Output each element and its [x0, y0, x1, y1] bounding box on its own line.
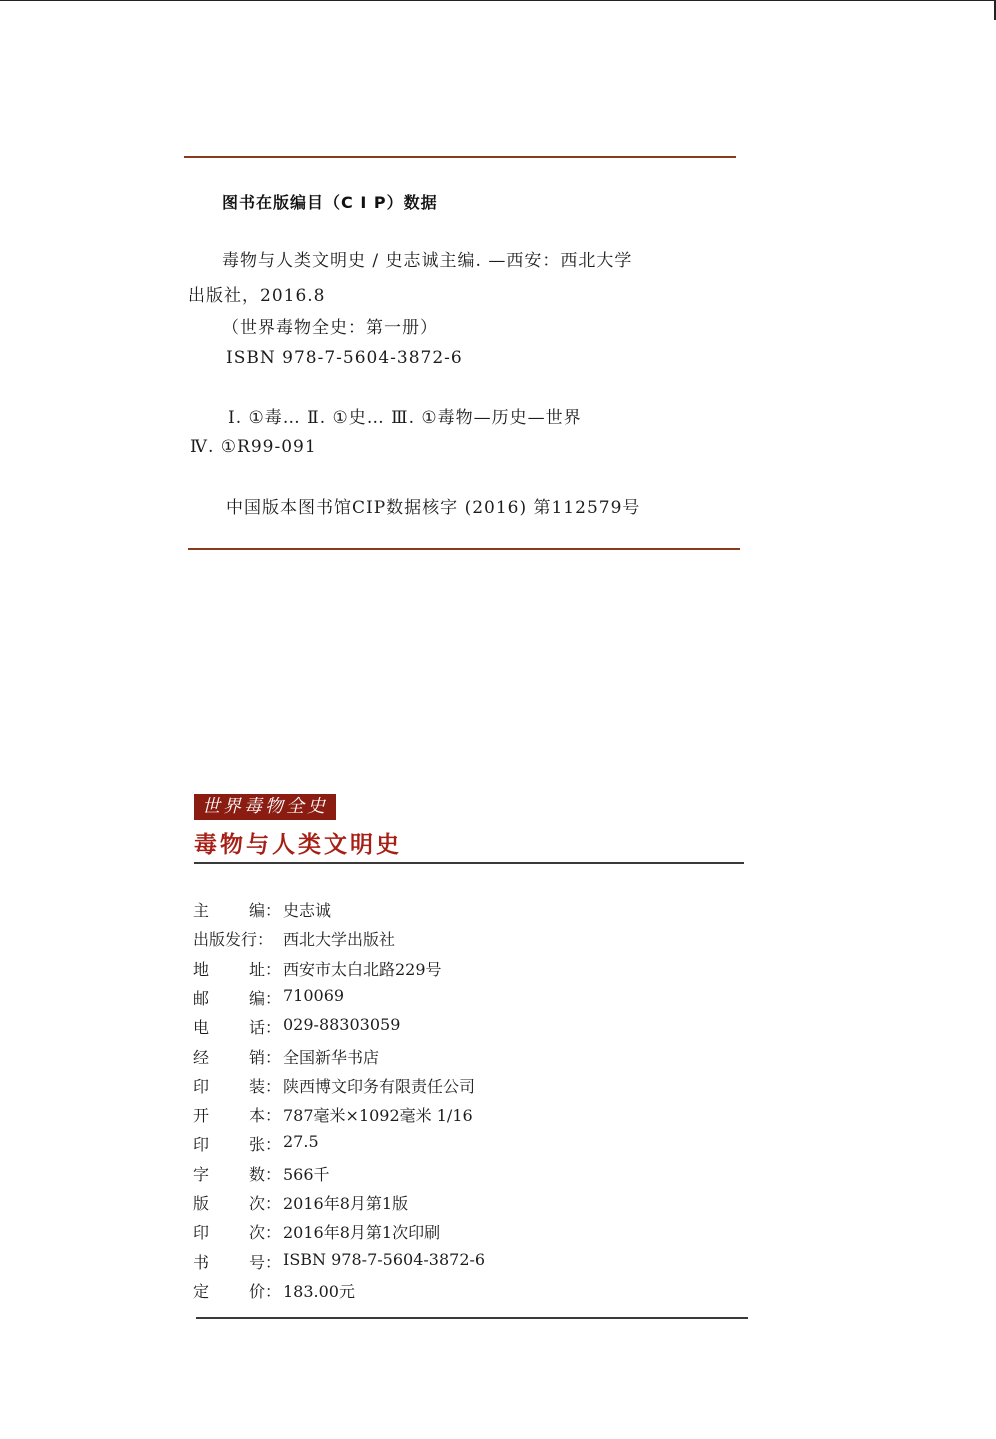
imprint-row-label-first: 邮	[193, 989, 210, 1008]
imprint-row-value: 陕西博文印务有限责任公司	[283, 1077, 476, 1096]
cip-line-classification: Ⅰ. ①毒… Ⅱ. ①史… Ⅲ. ①毒物—历史—世界	[228, 408, 582, 428]
imprint-row-label-first: 版	[193, 1194, 210, 1213]
imprint-row-value: 全国新华书店	[283, 1048, 380, 1067]
imprint-row-value: 710069	[283, 986, 345, 1005]
imprint-row-label	[193, 1279, 283, 1303]
series-badge: 世界毒物全史	[194, 794, 336, 820]
imprint-row-label	[193, 1250, 283, 1274]
imprint-row-label-second: 编：	[249, 989, 282, 1008]
imprint-row-value: 西北大学出版社	[283, 930, 396, 949]
imprint-row-label-second: 编：	[249, 901, 282, 920]
cip-line-isbn: ISBN 978-7-5604-3872-6	[226, 348, 463, 368]
imprint-row-label-second: 价：	[249, 1282, 282, 1301]
imprint-row-label-second: 次：	[249, 1194, 282, 1213]
imprint-row-label-first: 字	[193, 1165, 210, 1184]
imprint-row-label-first: 电	[193, 1018, 210, 1037]
cip-line-cip-number: 中国版本图书馆CIP数据核字 (2016) 第112579号	[226, 498, 641, 518]
imprint-row-label-first: 地	[193, 960, 210, 979]
imprint-row-label	[193, 1074, 283, 1098]
imprint-row-label-first: 印	[193, 1135, 210, 1154]
imprint-row-value: 566千	[283, 1165, 330, 1184]
imprint-row-value: 787毫米×1092毫米 1/16	[283, 1106, 473, 1125]
imprint-row-value: 2016年8月第1次印刷	[283, 1223, 441, 1242]
book-title: 毒物与人类文明史	[194, 832, 402, 858]
imprint-row-value: 029-88303059	[283, 1015, 401, 1034]
imprint-row-label	[193, 898, 283, 922]
imprint-row-label-second: 号：	[249, 1253, 282, 1272]
imprint-row-label	[193, 1132, 283, 1156]
imprint-row-label-second: 址：	[249, 960, 282, 979]
cip-line-publisher: 出版社，2016.8	[188, 286, 326, 306]
imprint-row-label-second: 本：	[249, 1106, 282, 1125]
imprint-row-label	[193, 1191, 283, 1215]
imprint-row-label-first: 定	[193, 1282, 210, 1301]
imprint-row-label	[193, 1045, 283, 1069]
imprint-row-value: 183.00元	[283, 1282, 355, 1301]
imprint-row-value: 史志诚	[283, 901, 332, 920]
imprint-row-label-second: 销：	[249, 1048, 282, 1067]
cip-top-rule	[184, 156, 736, 158]
imprint-row-label	[193, 927, 283, 951]
imprint-row-label-second: 张：	[249, 1135, 282, 1154]
imprint-row-label-text: 出版发行：	[193, 930, 274, 949]
imprint-row-label-first: 开	[193, 1106, 210, 1125]
cip-line-classification-code: Ⅳ. ①R99-091	[190, 437, 317, 457]
imprint-row-label-first: 书	[193, 1253, 210, 1272]
imprint-row-label-second: 数：	[249, 1165, 282, 1184]
page-top-border	[0, 0, 996, 1]
imprint-row-label	[193, 1220, 283, 1244]
imprint-row-label-first: 印	[193, 1077, 210, 1096]
imprint-row-label	[193, 1162, 283, 1186]
imprint-row-label-second: 装：	[249, 1077, 282, 1096]
imprint-row-value: ISBN 978-7-5604-3872-6	[283, 1250, 486, 1269]
imprint-bottom-rule	[196, 1317, 748, 1319]
imprint-row-label	[193, 986, 283, 1010]
cip-line-series: （世界毒物全史：第一册）	[222, 318, 438, 338]
imprint-row-value: 2016年8月第1版	[283, 1194, 409, 1213]
imprint-row-label	[193, 957, 283, 981]
cip-bottom-rule	[188, 548, 740, 550]
imprint-row-label-first: 经	[193, 1048, 210, 1067]
imprint-row-label-second: 次：	[249, 1223, 282, 1242]
cip-heading: 图书在版编目（C I P）数据	[222, 193, 438, 212]
imprint-row-label	[193, 1015, 283, 1039]
imprint-row-label	[193, 1103, 283, 1127]
imprint-top-rule	[194, 862, 744, 864]
imprint-row-value: 西安市太白北路229号	[283, 960, 442, 979]
cip-line-title: 毒物与人类文明史 / 史志诚主编. —西安：西北大学	[222, 251, 633, 271]
imprint-row-label-first: 主	[193, 901, 210, 920]
imprint-row-label-second: 话：	[249, 1018, 282, 1037]
imprint-row-value: 27.5	[283, 1132, 319, 1151]
imprint-row-label-first: 印	[193, 1223, 210, 1242]
